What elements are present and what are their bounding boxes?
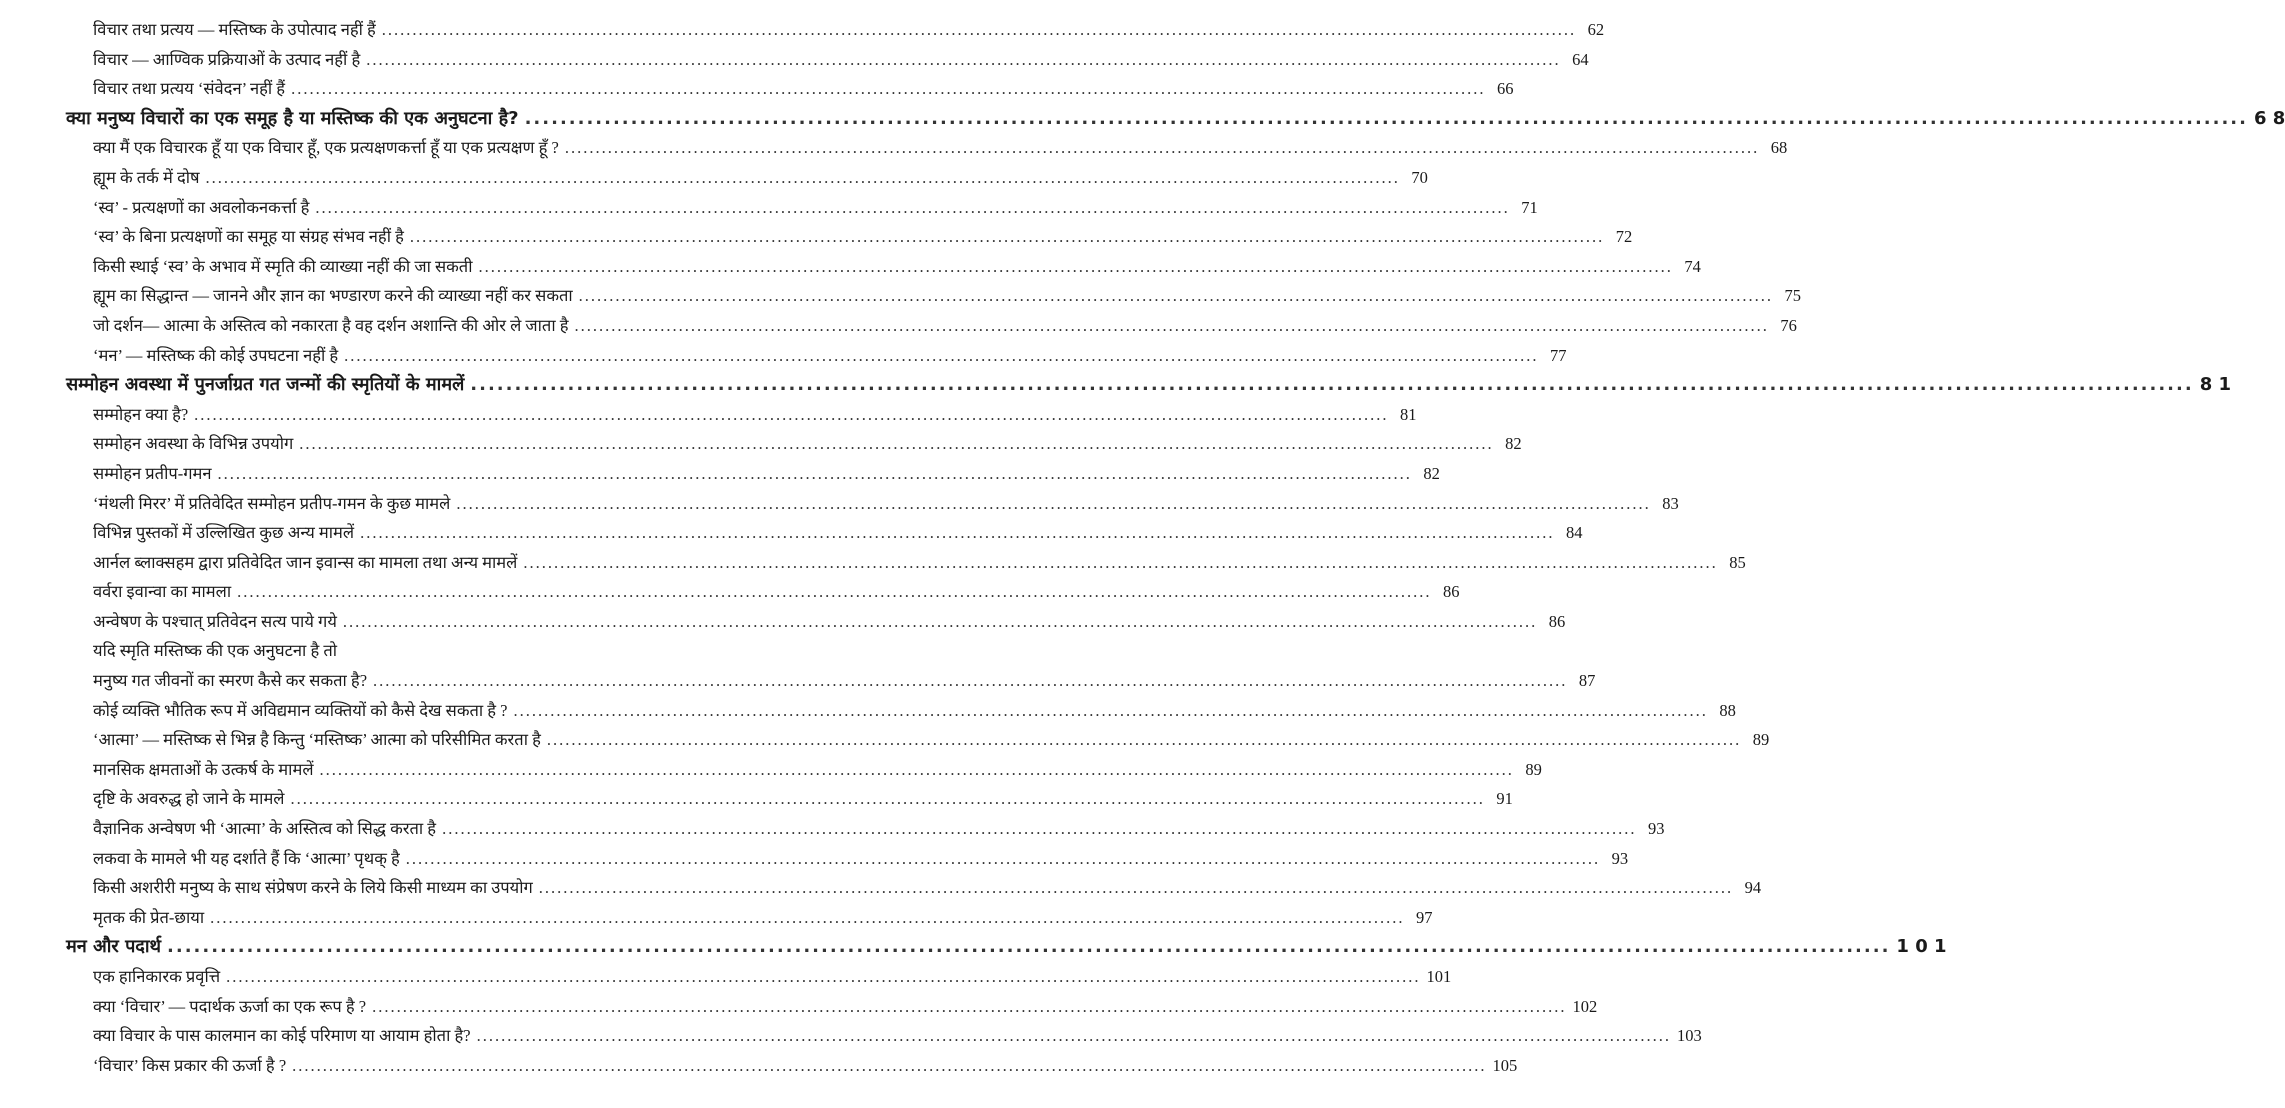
- dot-leader: [344, 341, 1538, 371]
- toc-section-entry: [0, 903, 1433, 933]
- page-number: 64: [1572, 49, 1589, 69]
- page-number: 89: [1525, 759, 1542, 779]
- page-number: 93: [1611, 848, 1629, 868]
- entry-title: विभिन्न पुस्तकों में उल्लिखित कुछ अन्य मामलें: [93, 523, 355, 543]
- dot-leader: [574, 311, 1768, 341]
- entry-title: विचार — आण्विक प्रक्रियाओं के उत्पाद नहीं है: [93, 49, 361, 69]
- entry-title: विचार तथा प्रत्यय — मस्तिष्क के उपोत्पाद नहीं हैं: [93, 20, 376, 39]
- entry-title: एक हानिकारक प्रवृत्ति: [93, 967, 221, 986]
- dot-leader: [360, 518, 1554, 548]
- page-number: 77: [1550, 345, 1567, 365]
- page-number: 86: [1548, 611, 1566, 631]
- dot-leader: [470, 370, 2193, 400]
- toc-section-entry: [0, 489, 1679, 519]
- toc-section-entry: [0, 400, 1417, 430]
- entry-title: विचार तथा प्रत्यय ‘संवेदन’ नहीं हैं: [93, 79, 286, 99]
- entry-title: वैज्ञानिक अन्वेषण भी ‘आत्मा’ के अस्तित्व को सिद्ध करता है: [93, 819, 437, 839]
- toc-section-entry: [0, 607, 1566, 637]
- page-number: 87: [1578, 671, 1596, 691]
- toc-section-entry: [0, 15, 1605, 45]
- dot-leader: [206, 163, 1400, 193]
- toc-section-entry: [0, 873, 1762, 903]
- dot-leader: [579, 281, 1773, 311]
- toc-section-entry: [0, 1021, 1702, 1051]
- entry-title: सम्मोहन अवस्था के विभिन्न उपयोग: [93, 434, 294, 454]
- toc-section-entry: [0, 755, 1542, 785]
- entry-title: मनुष्य गत जीवनों का स्मरण कैसे कर सकता है?: [93, 671, 368, 691]
- dot-leader: [315, 193, 1509, 223]
- entry-title: अन्वेषण के पश्चात् प्रतिवेदन सत्य पाये गये: [93, 611, 337, 631]
- page-number: 82: [1505, 434, 1522, 454]
- dot-leader: [218, 459, 1412, 489]
- dot-leader: [456, 489, 1650, 519]
- entry-title: ह्यूम के तर्क में दोष: [93, 167, 200, 187]
- toc-section-entry: [0, 518, 1583, 548]
- page-number: 84: [1565, 523, 1583, 543]
- entry-title: क्या मैं एक विचारक हूँ या एक विचार हूँ, एक प्रत्यक्षणकर्त्ता हूँ या एक प्रत्यक्षण हूँ ?: [93, 138, 559, 158]
- entry-title: वर्वरा इवान्वा का मामला: [93, 582, 232, 602]
- toc-section-entry: [0, 429, 1522, 459]
- entry-title: लकवा के मामले भी यह दर्शाते हैं कि ‘आत्मा’ पृथक् है: [93, 848, 400, 868]
- page-number: 66: [1496, 79, 1514, 99]
- page-number: 101: [1426, 967, 1452, 986]
- page-number: 68: [1770, 138, 1788, 158]
- toc-section-entry: [0, 577, 1460, 607]
- dot-leader: [291, 784, 1485, 814]
- toc-section-entry: [0, 725, 1770, 755]
- toc-chapter-entry: [0, 104, 2285, 134]
- dot-leader: [539, 873, 1733, 903]
- page-number: 93: [1647, 819, 1665, 839]
- page-number: 91: [1496, 789, 1513, 809]
- dot-leader: [514, 696, 1708, 726]
- page-number: 83: [1662, 493, 1679, 513]
- entry-title: सम्मोहन प्रतीप-गमन: [93, 463, 212, 483]
- entry-title: क्या मनुष्य विचारों का एक समूह है या मस्तिष्क की एक अनुघटना है?: [66, 107, 519, 129]
- toc-section-entry: [0, 844, 1629, 874]
- toc-section-entry: [0, 459, 1440, 489]
- entry-title: मानसिक क्षमताओं के उत्कर्ष के मामलें: [93, 759, 314, 779]
- entry-title: किसी स्थाई ‘स्व’ के अभाव में स्मृति की व्याख्या नहीं की जा सकती: [93, 256, 473, 276]
- table-of-contents: [0, 15, 2285, 1080]
- page-number: 81: [1400, 404, 1417, 424]
- entry-title: यदि स्मृति मस्तिष्क की एक अनुघटना है तो: [93, 641, 338, 661]
- dot-leader: [237, 577, 1431, 607]
- entry-title: मृतक की प्रेत-छाया: [93, 907, 205, 927]
- toc-section-entry: [0, 814, 1665, 844]
- dot-leader: [292, 1051, 1486, 1081]
- dot-leader: [343, 607, 1537, 637]
- toc-section-entry: [0, 962, 1452, 992]
- page-number: 75: [1784, 286, 1802, 306]
- dot-leader: [565, 133, 1759, 163]
- toc-section-entry: [0, 133, 1788, 163]
- dot-leader: [372, 992, 1566, 1022]
- dot-leader: [373, 666, 1567, 696]
- entry-title: ‘स्व’ के बिना प्रत्यक्षणों का समूह या संग्रह संभव नहीं है: [93, 227, 404, 247]
- dot-leader: [478, 252, 1672, 282]
- entry-title: ‘मन’ — मस्तिष्क की कोई उपघटना नहीं है: [93, 345, 339, 365]
- page-number: 70: [1411, 167, 1428, 187]
- page-number: 76: [1780, 315, 1797, 335]
- dot-leader: [406, 844, 1600, 874]
- dot-leader: [194, 400, 1388, 430]
- entry-title: मन और पदार्थ: [66, 936, 162, 958]
- page-number: 88: [1719, 700, 1736, 720]
- dot-leader: [210, 903, 1404, 933]
- dot-leader: [167, 932, 1890, 962]
- page-number: 71: [1521, 197, 1538, 217]
- toc-section-entry: [0, 163, 1428, 193]
- dot-leader: [366, 45, 1560, 75]
- toc-section-entry: [0, 281, 1802, 311]
- page-number: 89: [1752, 730, 1770, 750]
- dot-leader: [525, 104, 2248, 134]
- toc-section-entry: [0, 636, 780, 666]
- dot-leader: [382, 15, 1576, 45]
- page-number: 74: [1684, 256, 1701, 276]
- dot-leader: [442, 814, 1636, 844]
- dot-leader: [299, 429, 1493, 459]
- toc-section-entry: [0, 992, 1598, 1022]
- toc-section-entry: [0, 1051, 1518, 1081]
- toc-section-entry: [0, 252, 1701, 282]
- entry-title: ‘आत्मा’ — मस्तिष्क से भिन्न है किन्तु ‘मस्तिष्क’ आत्मा को परिसीमित करता है: [93, 730, 541, 750]
- entry-title: दृष्टि के अवरुद्ध हो जाने के मामले: [93, 789, 285, 809]
- toc-section-entry: [0, 74, 1514, 104]
- entry-title: ‘विचार’ किस प्रकार की ऊर्जा है ?: [93, 1055, 287, 1075]
- toc-section-entry: [0, 696, 1736, 726]
- dot-leader: [291, 74, 1485, 104]
- entry-title: क्या ‘विचार’ — पदार्थक ऊर्जा का एक रूप है ?: [93, 996, 367, 1016]
- entry-title: किसी अशरीरी मनुष्य के साथ संप्रेषण करने के लिये किसी माध्यम का उपयोग: [93, 878, 533, 898]
- page-number: 85: [1729, 552, 1746, 572]
- toc-chapter-entry: [0, 370, 2232, 400]
- toc-section-entry: [0, 548, 1746, 578]
- dot-leader: [320, 755, 1514, 785]
- entry-title: आर्नल ब्लाक्सहम द्वारा प्रतिवेदित जान इवान्स का मामला तथा अन्य मामलें: [93, 552, 518, 572]
- page-number: 94: [1744, 878, 1762, 898]
- page-number: 97: [1416, 907, 1433, 927]
- entry-title: कोई व्यक्ति भौतिक रूप में अविद्यमान व्यक्तियों को कैसे देख सकता है ?: [93, 700, 508, 720]
- dot-leader: [477, 1021, 1671, 1051]
- dot-leader: [410, 222, 1604, 252]
- page-number: 62: [1587, 20, 1605, 39]
- toc-section-entry: [0, 311, 1797, 341]
- dot-leader: [547, 725, 1741, 755]
- toc-section-entry: [0, 784, 1513, 814]
- page-number: 6 8: [2253, 107, 2285, 129]
- page-number: 82: [1423, 463, 1440, 483]
- page-number: 103: [1676, 1026, 1702, 1046]
- page-number: 102: [1572, 996, 1598, 1016]
- toc-section-entry: [0, 222, 1633, 252]
- entry-title: क्या विचार के पास कालमान का कोई परिमाण या आयाम होता है?: [93, 1026, 471, 1046]
- entry-title: सम्मोहन अवस्था में पुनर्जाग्रत गत जन्मों की स्मृतियों के मामलें: [66, 374, 465, 396]
- dot-leader: [523, 548, 1717, 578]
- entry-title: ह्यूम का सिद्धान्त — जानने और ज्ञान का भण्डारण करने की व्याख्या नहीं कर सकता: [93, 286, 573, 306]
- toc-section-entry: [0, 193, 1538, 223]
- page-number: 86: [1442, 582, 1460, 602]
- entry-title: जो दर्शन— आत्मा के अस्तित्व को नकारता है वह दर्शन अशान्ति की ओर ले जाता है: [93, 315, 569, 335]
- toc-chapter-entry: [0, 932, 1947, 962]
- entry-title: सम्मोहन क्या है?: [93, 404, 189, 424]
- toc-section-entry: [0, 666, 1596, 696]
- toc-section-entry: [0, 45, 1589, 75]
- page-number: 8 1: [2199, 374, 2232, 396]
- page-number: 1 0 1: [1896, 936, 1947, 958]
- entry-title: ‘मंथली मिरर’ में प्रतिवेदित सम्मोहन प्रतीप-गमन के कुछ मामले: [93, 493, 451, 513]
- entry-title: ‘स्व’ - प्रत्यक्षणों का अवलोकनकर्त्ता है: [93, 197, 310, 217]
- page-number: 105: [1492, 1055, 1518, 1075]
- page-number: 72: [1615, 227, 1633, 247]
- toc-section-entry: [0, 341, 1567, 371]
- dot-leader: [226, 962, 1420, 992]
